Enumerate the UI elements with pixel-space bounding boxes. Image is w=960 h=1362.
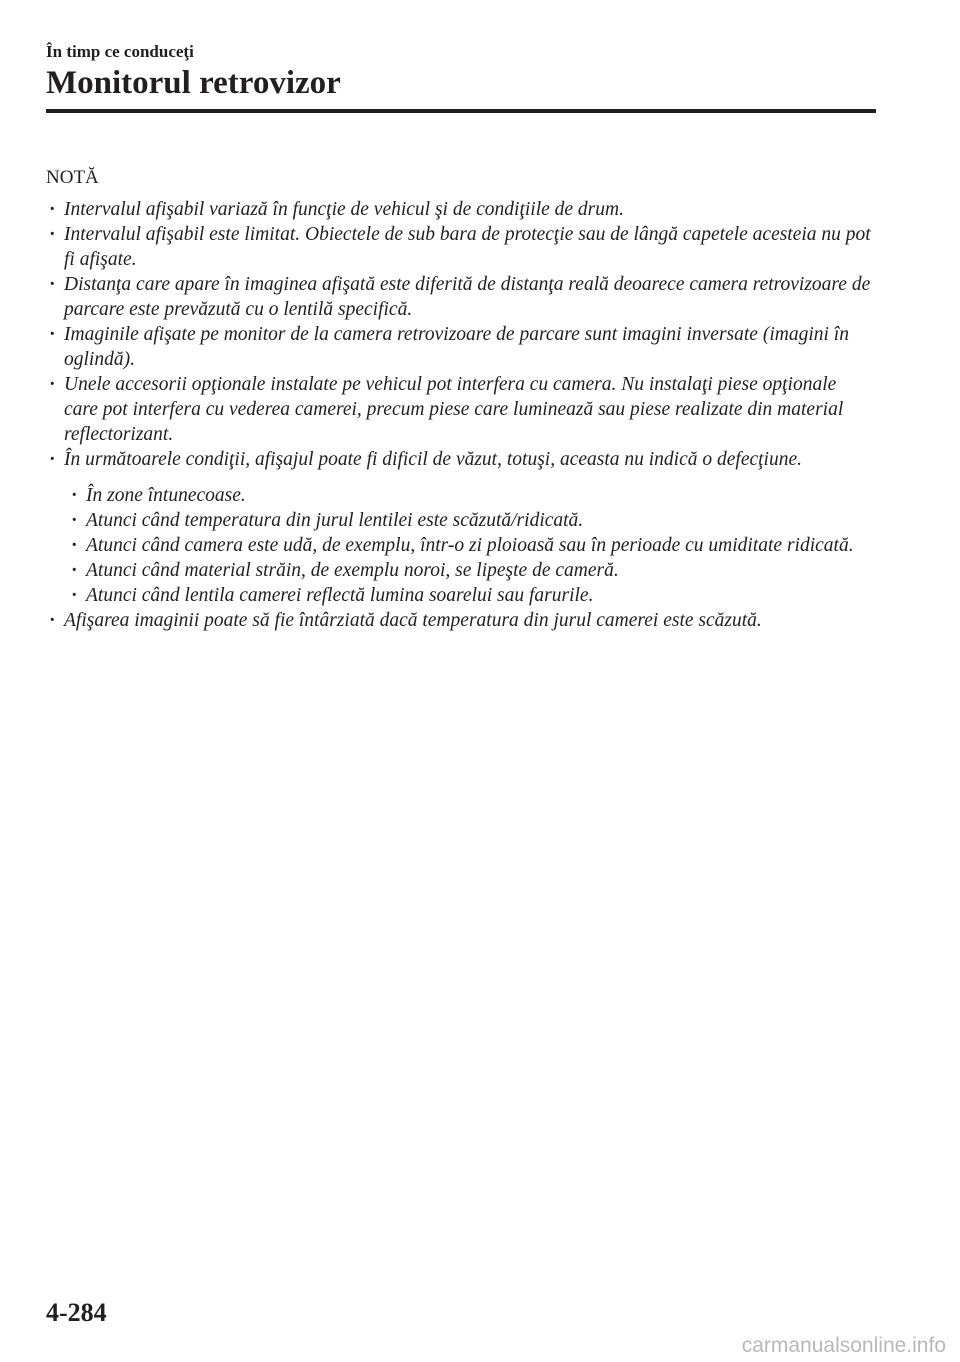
note-item: · Afişarea imaginii poate să fie întârziată dacă temperatura din jurul camerei este scăzută.	[64, 608, 874, 633]
note-item: · Unele accesorii opţionale instalate pe vehicul pot interfera cu camera. Nu instalaţi piese opţionale care pot interfera cu vederea camerei, precum piese care luminează sau piese realizate din material reflectorizant.	[64, 372, 874, 447]
note-subitem: · Atunci când temperatura din jurul lentilei este scăzută/ridicată.	[86, 508, 866, 533]
note-subitem: · Atunci când material străin, de exemplu noroi, se lipeşte de cameră.	[86, 558, 866, 583]
note-item: · Intervalul afişabil este limitat. Obiectele de sub bara de protecţie sau de lângă capetele acesteia nu pot fi afişate.	[64, 222, 874, 272]
page-number: 4-284	[46, 1298, 107, 1327]
note-item: · Distanţa care apare în imaginea afişată este diferită de distanţa reală deoarece camera retrovizoare de parcare este prevăzută cu o lentilă specifică.	[64, 272, 874, 322]
note-item: · Imaginile afişate pe monitor de la camera retrovizoare de parcare sunt imagini inversate (imagini în oglindă).	[64, 322, 874, 372]
note-list	[0, 197, 960, 633]
title-rule	[46, 109, 876, 113]
page-title: Monitorul retrovizor	[46, 65, 341, 101]
note-item: · În următoarele condiţii, afişajul poate fi dificil de văzut, totuşi, aceasta nu indică o defecţiune.	[64, 447, 874, 472]
note-heading: NOTĂ	[46, 167, 99, 188]
note-subitem: · Atunci când lentila camerei reflectă lumina soarelui sau farurile.	[86, 583, 866, 608]
note-subitem: · Atunci când camera este udă, de exemplu, într-o zi ploioasă sau în perioade cu umiditate ridicată.	[86, 533, 866, 558]
section-label: În timp ce conduceţi	[46, 42, 194, 61]
note-subitem: · În zone întunecoase.	[86, 483, 866, 508]
watermark: carmanualsonline.info	[741, 1334, 946, 1357]
note-item: · Intervalul afişabil variază în funcţie de vehicul şi de condiţiile de drum.	[64, 197, 874, 222]
